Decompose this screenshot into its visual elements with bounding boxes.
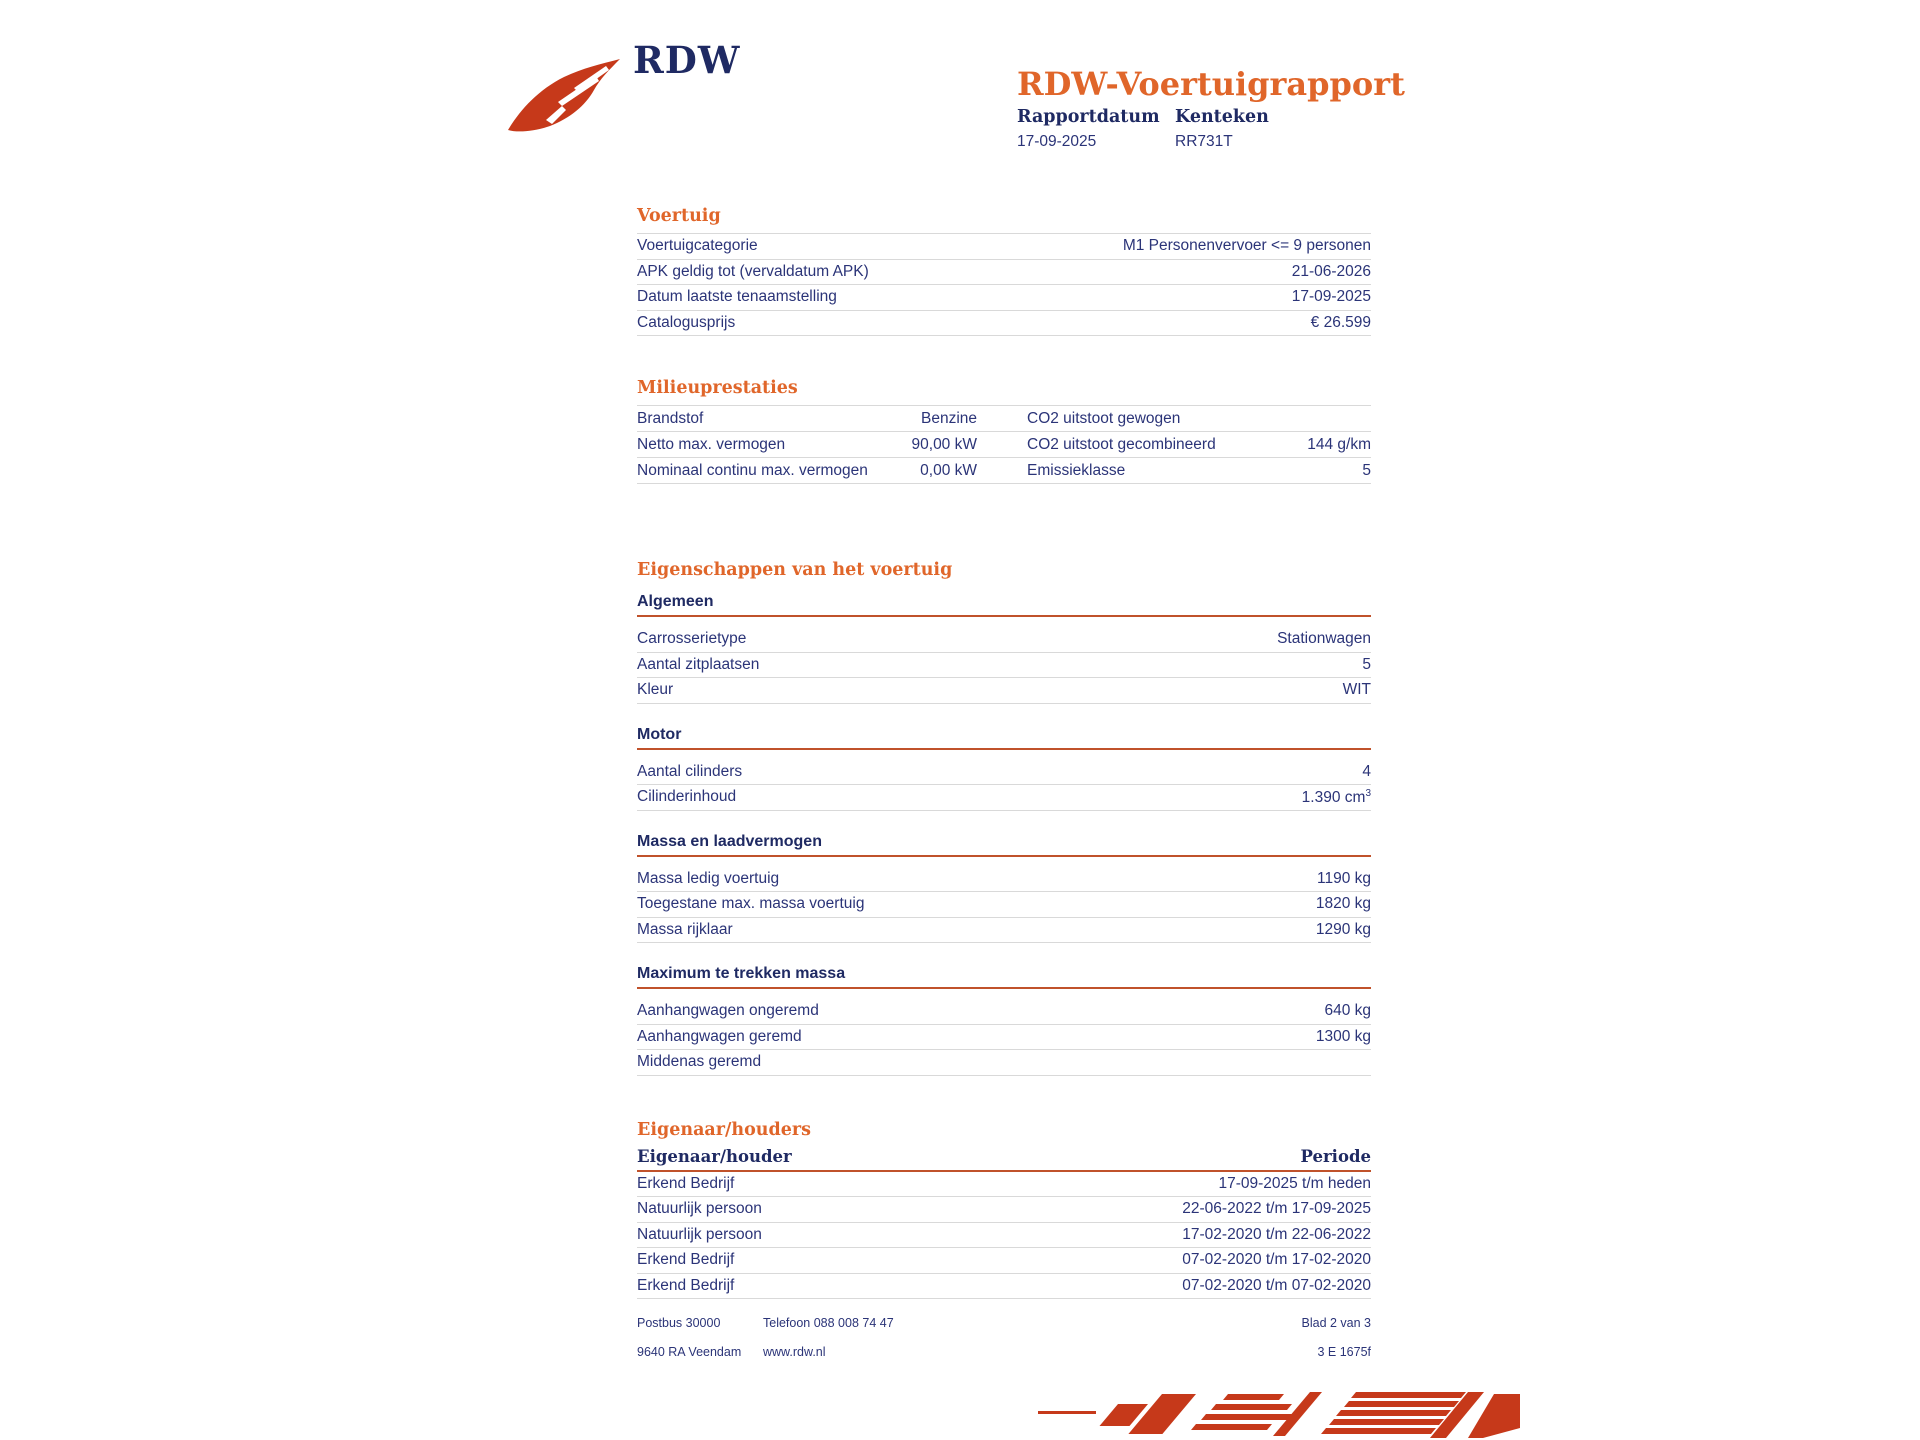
row-value xyxy=(1302,788,1371,807)
section-heading-voertuig: Voertuig xyxy=(637,206,721,226)
table-row xyxy=(637,918,1371,944)
section-eigenschappen xyxy=(637,560,1371,1076)
period-cell: 17-09-2025 t/m heden xyxy=(1218,1174,1371,1192)
row-value: 640 kg xyxy=(1324,1002,1371,1020)
report-date-label: Rapportdatum xyxy=(1017,107,1160,127)
subsection-heading: Massa en laadvermogen xyxy=(637,832,1371,857)
page-footer xyxy=(637,1316,1371,1359)
subsection-trekken xyxy=(637,964,1371,1076)
license-plate-label: Kenteken xyxy=(1175,107,1269,127)
row-label-left: Nominaal continu max. vermogen xyxy=(637,461,868,479)
table-row xyxy=(637,311,1371,337)
row-value: 4 xyxy=(1362,762,1371,780)
table-row xyxy=(637,785,1371,811)
table-row xyxy=(637,432,1371,458)
row-value: 5 xyxy=(1362,655,1371,673)
row-value-text: 1.390 cm xyxy=(1301,788,1366,806)
owner-cell: Erkend Bedrijf xyxy=(637,1251,735,1269)
row-label: Toegestane max. massa voertuig xyxy=(637,895,865,913)
owner-cell: Erkend Bedrijf xyxy=(637,1276,735,1294)
table-row xyxy=(637,1223,1371,1249)
eigenaar-table-header xyxy=(637,1147,1371,1172)
superscript: 3 xyxy=(1365,787,1371,799)
row-value: 1290 kg xyxy=(1315,920,1371,938)
eigenaar-table xyxy=(637,1172,1371,1300)
footer-website: www.rdw.nl xyxy=(763,1345,826,1359)
period-cell: 07-02-2020 t/m 17-02-2020 xyxy=(1182,1251,1371,1269)
row-label-right: CO2 uitstoot gewogen xyxy=(1027,409,1181,427)
table-row xyxy=(637,678,1371,704)
page-title: RDW-Voertuigrapport xyxy=(1017,65,1405,104)
section-milieuprestaties xyxy=(637,378,1371,484)
row-value-right: 5 xyxy=(1362,461,1371,479)
table-row xyxy=(637,892,1371,918)
section-heading-milieuprestaties: Milieuprestaties xyxy=(637,378,798,398)
footer-line xyxy=(637,1316,1371,1330)
section-voertuig xyxy=(637,206,1371,336)
period-cell: 07-02-2020 t/m 07-02-2020 xyxy=(1182,1276,1371,1294)
row-value: 17-09-2025 xyxy=(1291,288,1371,306)
section-heading-eigenaar: Eigenaar/houders xyxy=(637,1119,811,1140)
row-value: M1 Personenvervoer <= 9 personen xyxy=(1122,237,1371,255)
period-cell: 17-02-2020 t/m 22-06-2022 xyxy=(1182,1225,1371,1243)
table-row xyxy=(637,1274,1371,1300)
section-eigenaar-houders xyxy=(637,1120,1371,1300)
rdw-logo-icon xyxy=(500,50,626,138)
row-value-left: 90,00 kW xyxy=(911,435,977,453)
footer-city: 9640 RA Veendam xyxy=(637,1345,742,1359)
table-row xyxy=(637,1248,1371,1274)
report-body xyxy=(637,206,1371,1299)
row-value-left: Benzine xyxy=(920,409,977,427)
row-value-left: 0,00 kW xyxy=(920,461,977,479)
period-cell: 22-06-2022 t/m 17-09-2025 xyxy=(1182,1200,1371,1218)
table-row xyxy=(637,1172,1371,1198)
row-label-left: Netto max. vermogen xyxy=(637,435,786,453)
report-meta xyxy=(1017,108,1269,151)
table-row xyxy=(637,1050,1371,1076)
row-label: APK geldig tot (vervaldatum APK) xyxy=(637,262,869,280)
table-row xyxy=(637,627,1371,653)
row-label: Cilinderinhoud xyxy=(637,788,737,806)
row-value: 1300 kg xyxy=(1315,1027,1371,1045)
subsection-motor xyxy=(637,725,1371,811)
section-heading-eigenschappen: Eigenschappen van het voertuig xyxy=(637,560,953,580)
report-date-block xyxy=(1017,108,1175,151)
row-label-right: CO2 uitstoot gecombineerd xyxy=(1027,435,1216,453)
row-value-right: 144 g/km xyxy=(1307,435,1371,453)
row-label: Massa ledig voertuig xyxy=(637,869,780,887)
owner-cell: Natuurlijk persoon xyxy=(637,1225,762,1243)
row-label: Aanhangwagen ongeremd xyxy=(637,1002,819,1020)
table-row xyxy=(637,234,1371,260)
rdw-stripes-graphic-icon xyxy=(1038,1390,1520,1440)
row-label: Voertuigcategorie xyxy=(637,237,758,255)
row-value: 21-06-2026 xyxy=(1291,262,1371,280)
row-label-right: Emissieklasse xyxy=(1027,461,1126,479)
row-label-left: Brandstof xyxy=(637,409,704,427)
column-header-owner: Eigenaar/houder xyxy=(637,1146,792,1166)
table-row xyxy=(637,1025,1371,1051)
table-row xyxy=(637,760,1371,786)
row-label: Aantal zitplaatsen xyxy=(637,655,760,673)
subsection-algemeen xyxy=(637,592,1371,704)
row-label: Catalogusprijs xyxy=(637,313,736,331)
subsection-heading: Motor xyxy=(637,725,1371,750)
row-value: WIT xyxy=(1342,681,1371,699)
table-row xyxy=(637,260,1371,286)
subsection-heading: Algemeen xyxy=(637,592,1371,617)
row-label: Carrosserietype xyxy=(637,630,747,648)
row-label: Aantal cilinders xyxy=(637,762,743,780)
algemeen-table xyxy=(637,627,1371,704)
trekken-table xyxy=(637,999,1371,1076)
subsection-heading: Maximum te trekken massa xyxy=(637,964,1371,989)
voertuig-table xyxy=(637,233,1371,336)
rdw-wordmark: RDW xyxy=(633,38,741,82)
massa-table xyxy=(637,867,1371,944)
row-label: Kleur xyxy=(637,681,674,699)
footer-phone: Telefoon 088 008 74 47 xyxy=(763,1316,894,1330)
row-label: Aanhangwagen geremd xyxy=(637,1027,802,1045)
milieuprestaties-table xyxy=(637,405,1371,484)
footer-line xyxy=(637,1345,1371,1359)
row-label: Middenas geremd xyxy=(637,1053,762,1071)
row-value: € 26.599 xyxy=(1310,313,1371,331)
license-plate-value: RR731T xyxy=(1175,133,1233,151)
license-plate-block xyxy=(1175,108,1269,151)
subsection-massa xyxy=(637,832,1371,944)
owner-cell: Natuurlijk persoon xyxy=(637,1200,762,1218)
row-label: Massa rijklaar xyxy=(637,920,733,938)
row-value: 1820 kg xyxy=(1315,895,1371,913)
footer-document-code: 3 E 1675f xyxy=(1317,1345,1371,1359)
table-row xyxy=(637,285,1371,311)
footer-postbus: Postbus 30000 xyxy=(637,1316,721,1330)
table-row xyxy=(637,458,1371,484)
row-value: Stationwagen xyxy=(1277,630,1371,648)
owner-cell: Erkend Bedrijf xyxy=(637,1174,735,1192)
table-row xyxy=(637,999,1371,1025)
row-label: Datum laatste tenaamstelling xyxy=(637,288,837,306)
report-date-value: 17-09-2025 xyxy=(1017,133,1097,151)
table-row xyxy=(637,1197,1371,1223)
column-header-period: Periode xyxy=(1300,1146,1371,1166)
table-row xyxy=(637,653,1371,679)
table-row xyxy=(637,406,1371,432)
table-row xyxy=(637,867,1371,893)
footer-page-number: Blad 2 van 3 xyxy=(1301,1316,1371,1330)
row-value: 1190 kg xyxy=(1316,869,1371,887)
motor-table xyxy=(637,760,1371,811)
